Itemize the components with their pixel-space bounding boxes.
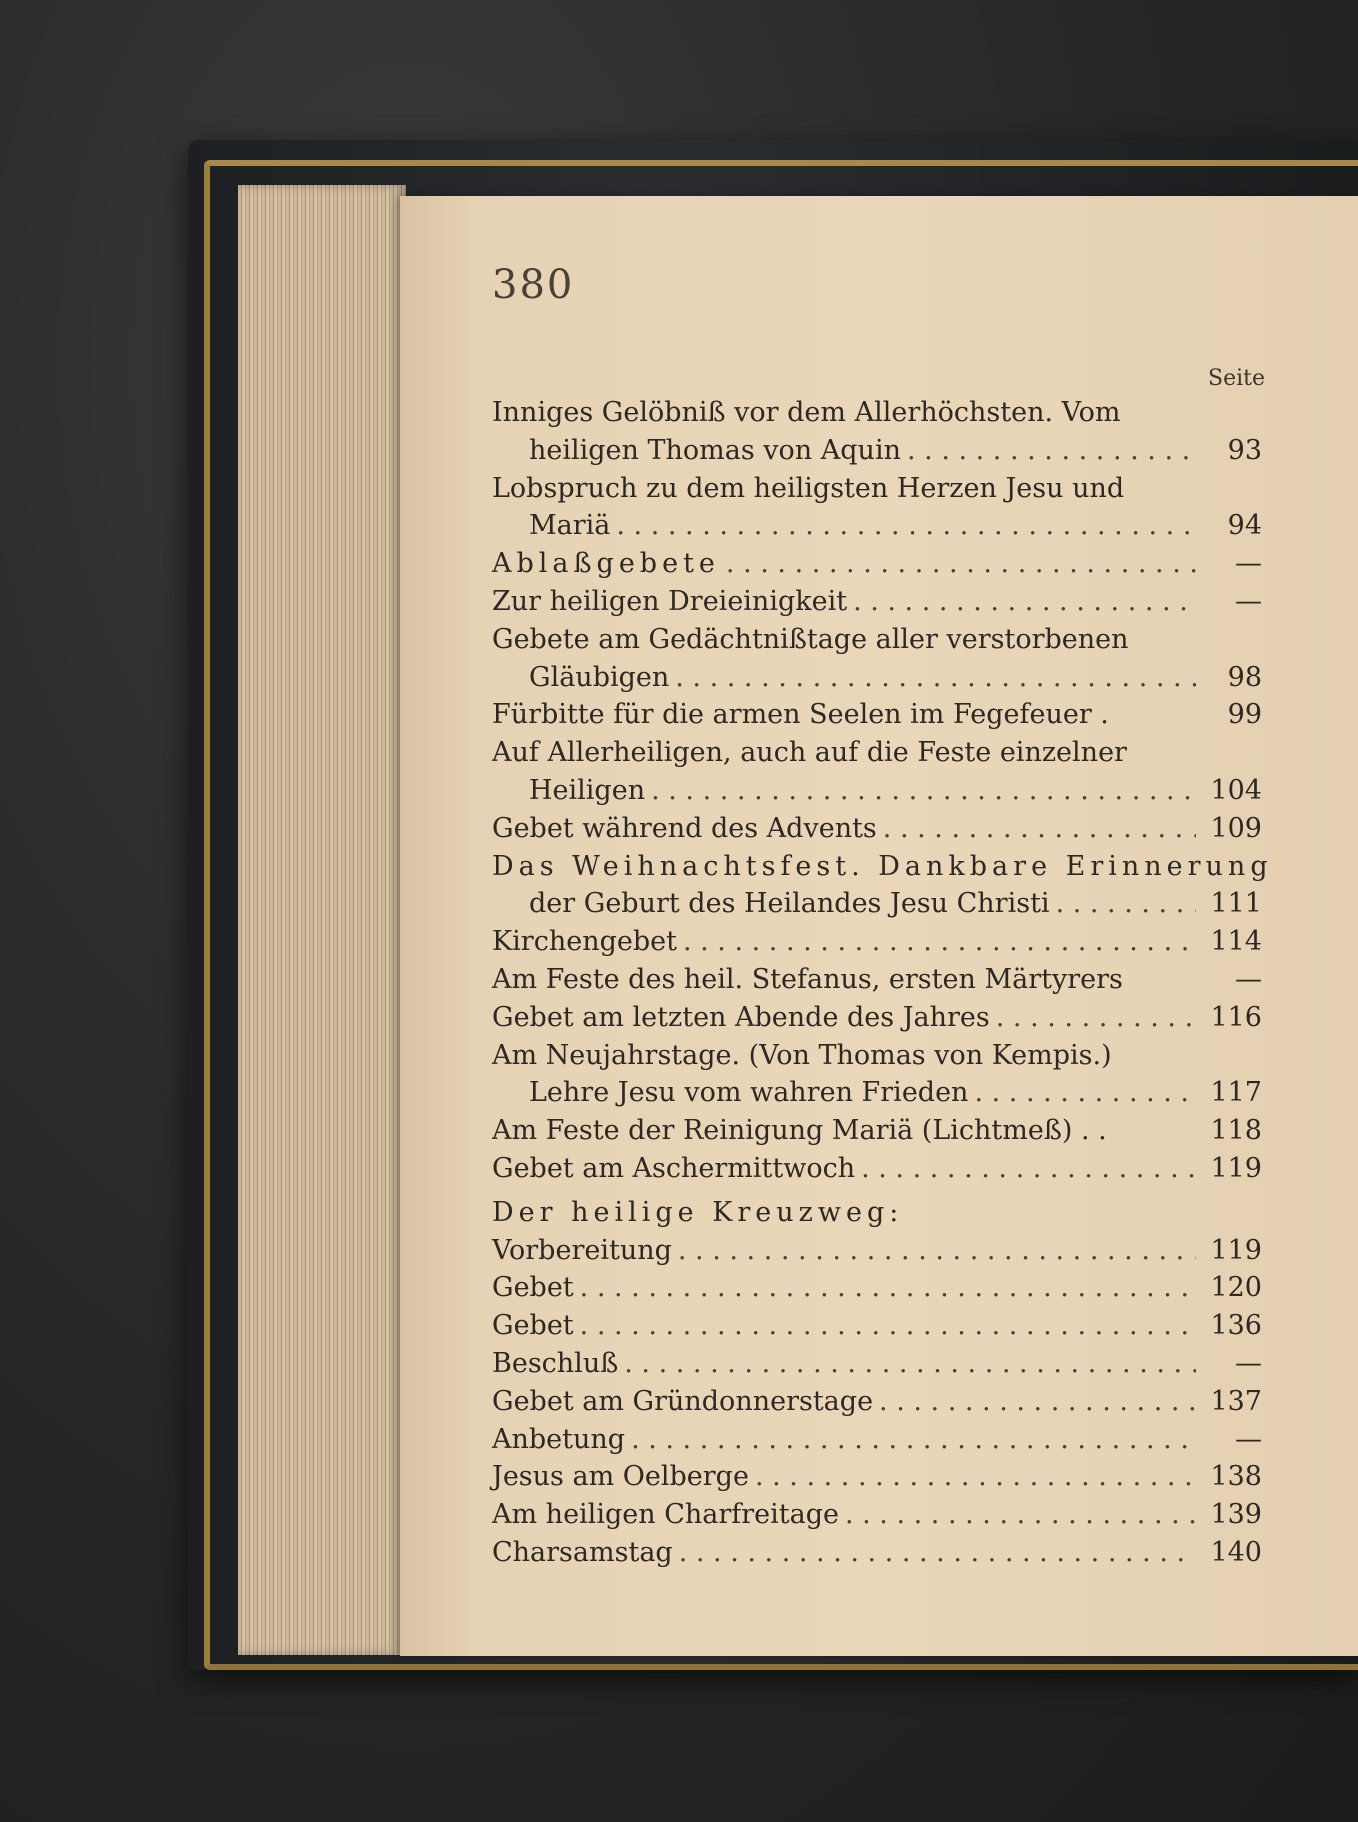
toc-entry-title: Zur heiligen Dreieinigkeit — [492, 585, 848, 617]
toc-entry — [492, 1496, 1262, 1534]
toc-entry — [492, 432, 1262, 470]
toc-entry-title: Gebete am Gedächtnißtage aller verstorbenen — [492, 623, 1129, 655]
toc-entry — [492, 1074, 1262, 1112]
toc-entry — [492, 1150, 1262, 1188]
toc-entry-title: Gebet am Aschermittwoch — [492, 1152, 856, 1184]
dot-leader — [683, 923, 1196, 961]
dot-leader — [883, 810, 1196, 848]
dot-leader — [879, 1383, 1196, 1421]
toc-entry — [492, 1421, 1262, 1459]
toc-page-number: 98 — [1227, 661, 1262, 693]
toc-page-number: 109 — [1210, 812, 1262, 844]
dot-leader — [580, 1307, 1196, 1345]
toc-entry — [492, 961, 1262, 999]
toc-entry — [492, 923, 1262, 961]
toc-entry-title: Fürbitte für die armen Seelen im Fegefeuer . — [492, 699, 1109, 731]
toc-entry — [492, 772, 1262, 810]
dot-leader — [651, 772, 1196, 810]
toc-page-number: 119 — [1210, 1152, 1262, 1184]
toc-entry — [492, 885, 1262, 923]
toc-page-number: 136 — [1210, 1310, 1262, 1342]
toc-page-number: — — [1235, 1347, 1262, 1379]
dot-leader — [845, 1496, 1196, 1534]
toc-entry-title: Gebet am letzten Abende des Jahres — [492, 1001, 990, 1033]
toc-entry-title: Der heilige Kreuzweg: — [492, 1196, 904, 1228]
toc-entry — [492, 1037, 1262, 1075]
toc-page-number: — — [1235, 1423, 1262, 1455]
dot-leader — [974, 1074, 1196, 1112]
toc-entry — [492, 507, 1262, 545]
toc-entry-title: Vorbereitung — [492, 1234, 672, 1266]
toc-entry-title: Am Feste der Reinigung Mariä (Lichtmeß) . . — [492, 1115, 1107, 1147]
toc-entry-title: der Geburt des Heilandes Jesu Christi — [529, 888, 1050, 920]
dot-leader — [907, 432, 1196, 470]
dot-leader — [616, 507, 1196, 545]
toc-entry-title: Anbetung — [492, 1423, 626, 1455]
toc-entry-title: Beschluß — [492, 1347, 619, 1379]
dot-leader — [726, 545, 1196, 583]
toc-entry-title: Jesus am Oelberge — [492, 1461, 749, 1493]
dot-leader — [861, 1150, 1196, 1188]
toc-entry — [492, 1112, 1262, 1150]
toc-page-number: 137 — [1210, 1385, 1262, 1417]
toc-entry-title: Gebet während des Advents — [492, 812, 877, 844]
toc-entry-title: Gebet am Gründonnerstage — [492, 1385, 874, 1417]
toc-entry — [492, 734, 1262, 772]
toc-entry — [492, 1345, 1262, 1383]
toc-entry — [492, 1458, 1262, 1496]
dot-leader — [631, 1421, 1196, 1459]
toc-entry — [492, 1232, 1262, 1270]
toc-page-number: — — [1235, 548, 1262, 580]
toc-entry-title: Auf Allerheiligen, auch auf die Feste einzelner — [492, 737, 1127, 769]
toc-page-number: 114 — [1210, 926, 1262, 958]
toc-entry-title: Am Neujahrstage. (Von Thomas von Kempis.) — [492, 1039, 1112, 1071]
dot-leader — [996, 999, 1196, 1037]
toc-entry — [492, 583, 1262, 621]
dot-leader — [678, 1232, 1196, 1270]
toc-page-number: 119 — [1210, 1234, 1262, 1266]
toc-page-number: 118 — [1210, 1115, 1262, 1147]
toc-entry — [492, 810, 1262, 848]
toc-entry-title: Heiligen — [529, 774, 646, 806]
toc-entry — [492, 1534, 1262, 1572]
section-heading — [492, 1194, 1262, 1232]
table-of-contents — [492, 394, 1273, 1572]
toc-entry-title: Lehre Jesu vom wahren Frieden — [529, 1077, 969, 1109]
toc-entry-title: Gebet — [492, 1310, 574, 1342]
toc-page-number: 120 — [1210, 1272, 1262, 1304]
toc-page-number: — — [1235, 963, 1262, 995]
toc-entry — [492, 1269, 1262, 1307]
toc-entry-title: Am Feste des heil. Stefanus, ersten Märtyrers — [492, 963, 1123, 995]
page-number: 380 — [492, 262, 575, 308]
dot-leader — [1056, 885, 1196, 923]
toc-entry-title: Am heiligen Charfreitage — [492, 1499, 839, 1531]
toc-entry — [492, 470, 1262, 508]
toc-entry — [492, 1307, 1262, 1345]
toc-page-number: 139 — [1210, 1499, 1262, 1531]
toc-entry — [492, 621, 1262, 659]
toc-entry — [492, 696, 1262, 734]
toc-entry-title: Gläubigen — [529, 661, 670, 693]
toc-page-number: 117 — [1210, 1077, 1262, 1109]
toc-page-number: 93 — [1227, 434, 1262, 466]
toc-entry — [492, 545, 1262, 583]
toc-entry-title: Das Weihnachtsfest. Dankbare Erinnerung — [492, 850, 1273, 882]
toc-entry — [492, 848, 1273, 886]
page-edges — [238, 185, 406, 1655]
toc-page-number: 140 — [1210, 1536, 1262, 1568]
toc-entry-title: heiligen Thomas von Aquin — [529, 434, 901, 466]
toc-entry — [492, 1383, 1262, 1421]
toc-entry-title: Ablaßgebete — [492, 548, 720, 580]
dot-leader — [675, 659, 1196, 697]
dot-leader — [853, 583, 1196, 621]
toc-entry-title: Mariä — [529, 510, 611, 542]
toc-entry-title: Inniges Gelöbniß vor dem Allerhöchsten. Vom — [492, 397, 1121, 428]
toc-entry-title: Gebet — [492, 1272, 574, 1304]
toc-page-number: 111 — [1210, 888, 1262, 920]
toc-page-number: 116 — [1210, 1001, 1262, 1033]
toc-entry-title: Kirchengebet — [492, 926, 677, 958]
column-header-seite: Seite — [1208, 366, 1265, 391]
toc-page-number: 94 — [1227, 510, 1262, 542]
dot-leader — [624, 1345, 1196, 1383]
toc-entry-title: Lobspruch zu dem heiligsten Herzen Jesu und — [492, 472, 1125, 504]
dot-leader — [580, 1269, 1196, 1307]
toc-entry — [492, 394, 1262, 432]
dot-leader — [679, 1534, 1196, 1572]
dot-leader — [755, 1458, 1196, 1496]
toc-page-number: 99 — [1227, 699, 1262, 731]
toc-page-number: — — [1235, 585, 1262, 617]
toc-page-number: 138 — [1210, 1461, 1262, 1493]
toc-page-number: 104 — [1210, 774, 1262, 806]
toc-entry — [492, 659, 1262, 697]
toc-entry-title: Charsamstag — [492, 1536, 673, 1568]
toc-entry — [492, 999, 1262, 1037]
